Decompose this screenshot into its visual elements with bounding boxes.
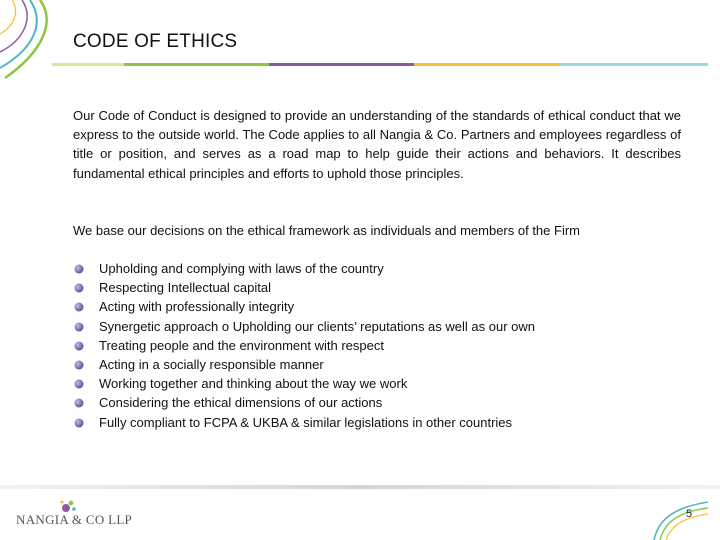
- corner-decorative-arc-icon: [0, 0, 60, 90]
- principles-list: [73, 259, 535, 432]
- company-name: NANGIA & CO LLP: [16, 512, 133, 527]
- intro-paragraph: Our Code of Conduct is designed to provide an understanding of the standards of ethical conduct that we express to the outside world. The Code applies to all Nangia & Co. Partners and employees regardless of title or position, and serves as a road map to help guide their actions and behaviors. It describes fundamental ethical principles and efforts to uphold those principles.: [73, 108, 681, 181]
- page-number: 5: [686, 508, 693, 520]
- bullet-icon: [74, 302, 84, 312]
- bullet-icon: [74, 379, 84, 389]
- list-item-text: Treating people and the environment with respect: [99, 337, 384, 353]
- bullet-icon: [74, 322, 84, 332]
- title-divider: [52, 63, 708, 66]
- bullet-icon: [74, 283, 84, 293]
- list-item: [73, 393, 535, 412]
- bullet-icon: [74, 398, 84, 408]
- framework-lead-text: We base our decisions on the ethical framework as individuals and members of the Firm: [73, 223, 580, 238]
- footer-divider: [0, 485, 720, 489]
- list-item-text: Synergetic approach o Upholding our clients’ reputations as well as our own: [99, 318, 535, 334]
- list-item-text: Acting in a socially responsible manner: [99, 356, 324, 372]
- bullet-icon: [74, 418, 84, 428]
- list-item-text: Upholding and complying with laws of the country: [99, 261, 384, 276]
- page-number-arc-icon: [650, 488, 710, 540]
- list-item: [73, 336, 535, 355]
- page-title: CODE OF ETHICS: [73, 31, 238, 52]
- bullet-icon: [74, 360, 84, 370]
- list-item-text: Considering the ethical dimensions of our actions: [99, 395, 383, 411]
- list-item: [73, 259, 535, 278]
- list-item: [73, 297, 535, 316]
- list-item: [73, 374, 535, 393]
- company-logo: [14, 498, 133, 532]
- bullet-icon: [74, 264, 84, 274]
- list-item: [73, 317, 535, 336]
- list-item-text: Working together and thinking about the way we work: [99, 376, 408, 392]
- list-item-text: Acting with professionally integrity: [99, 299, 295, 315]
- list-item: [73, 355, 535, 374]
- list-item: [73, 278, 535, 297]
- list-item-text: Fully compliant to FCPA & UKBA & similar legislations in other countries: [99, 414, 513, 430]
- list-item: [73, 413, 535, 432]
- list-item-text: Respecting Intellectual capital: [99, 280, 271, 296]
- bullet-icon: [74, 341, 84, 351]
